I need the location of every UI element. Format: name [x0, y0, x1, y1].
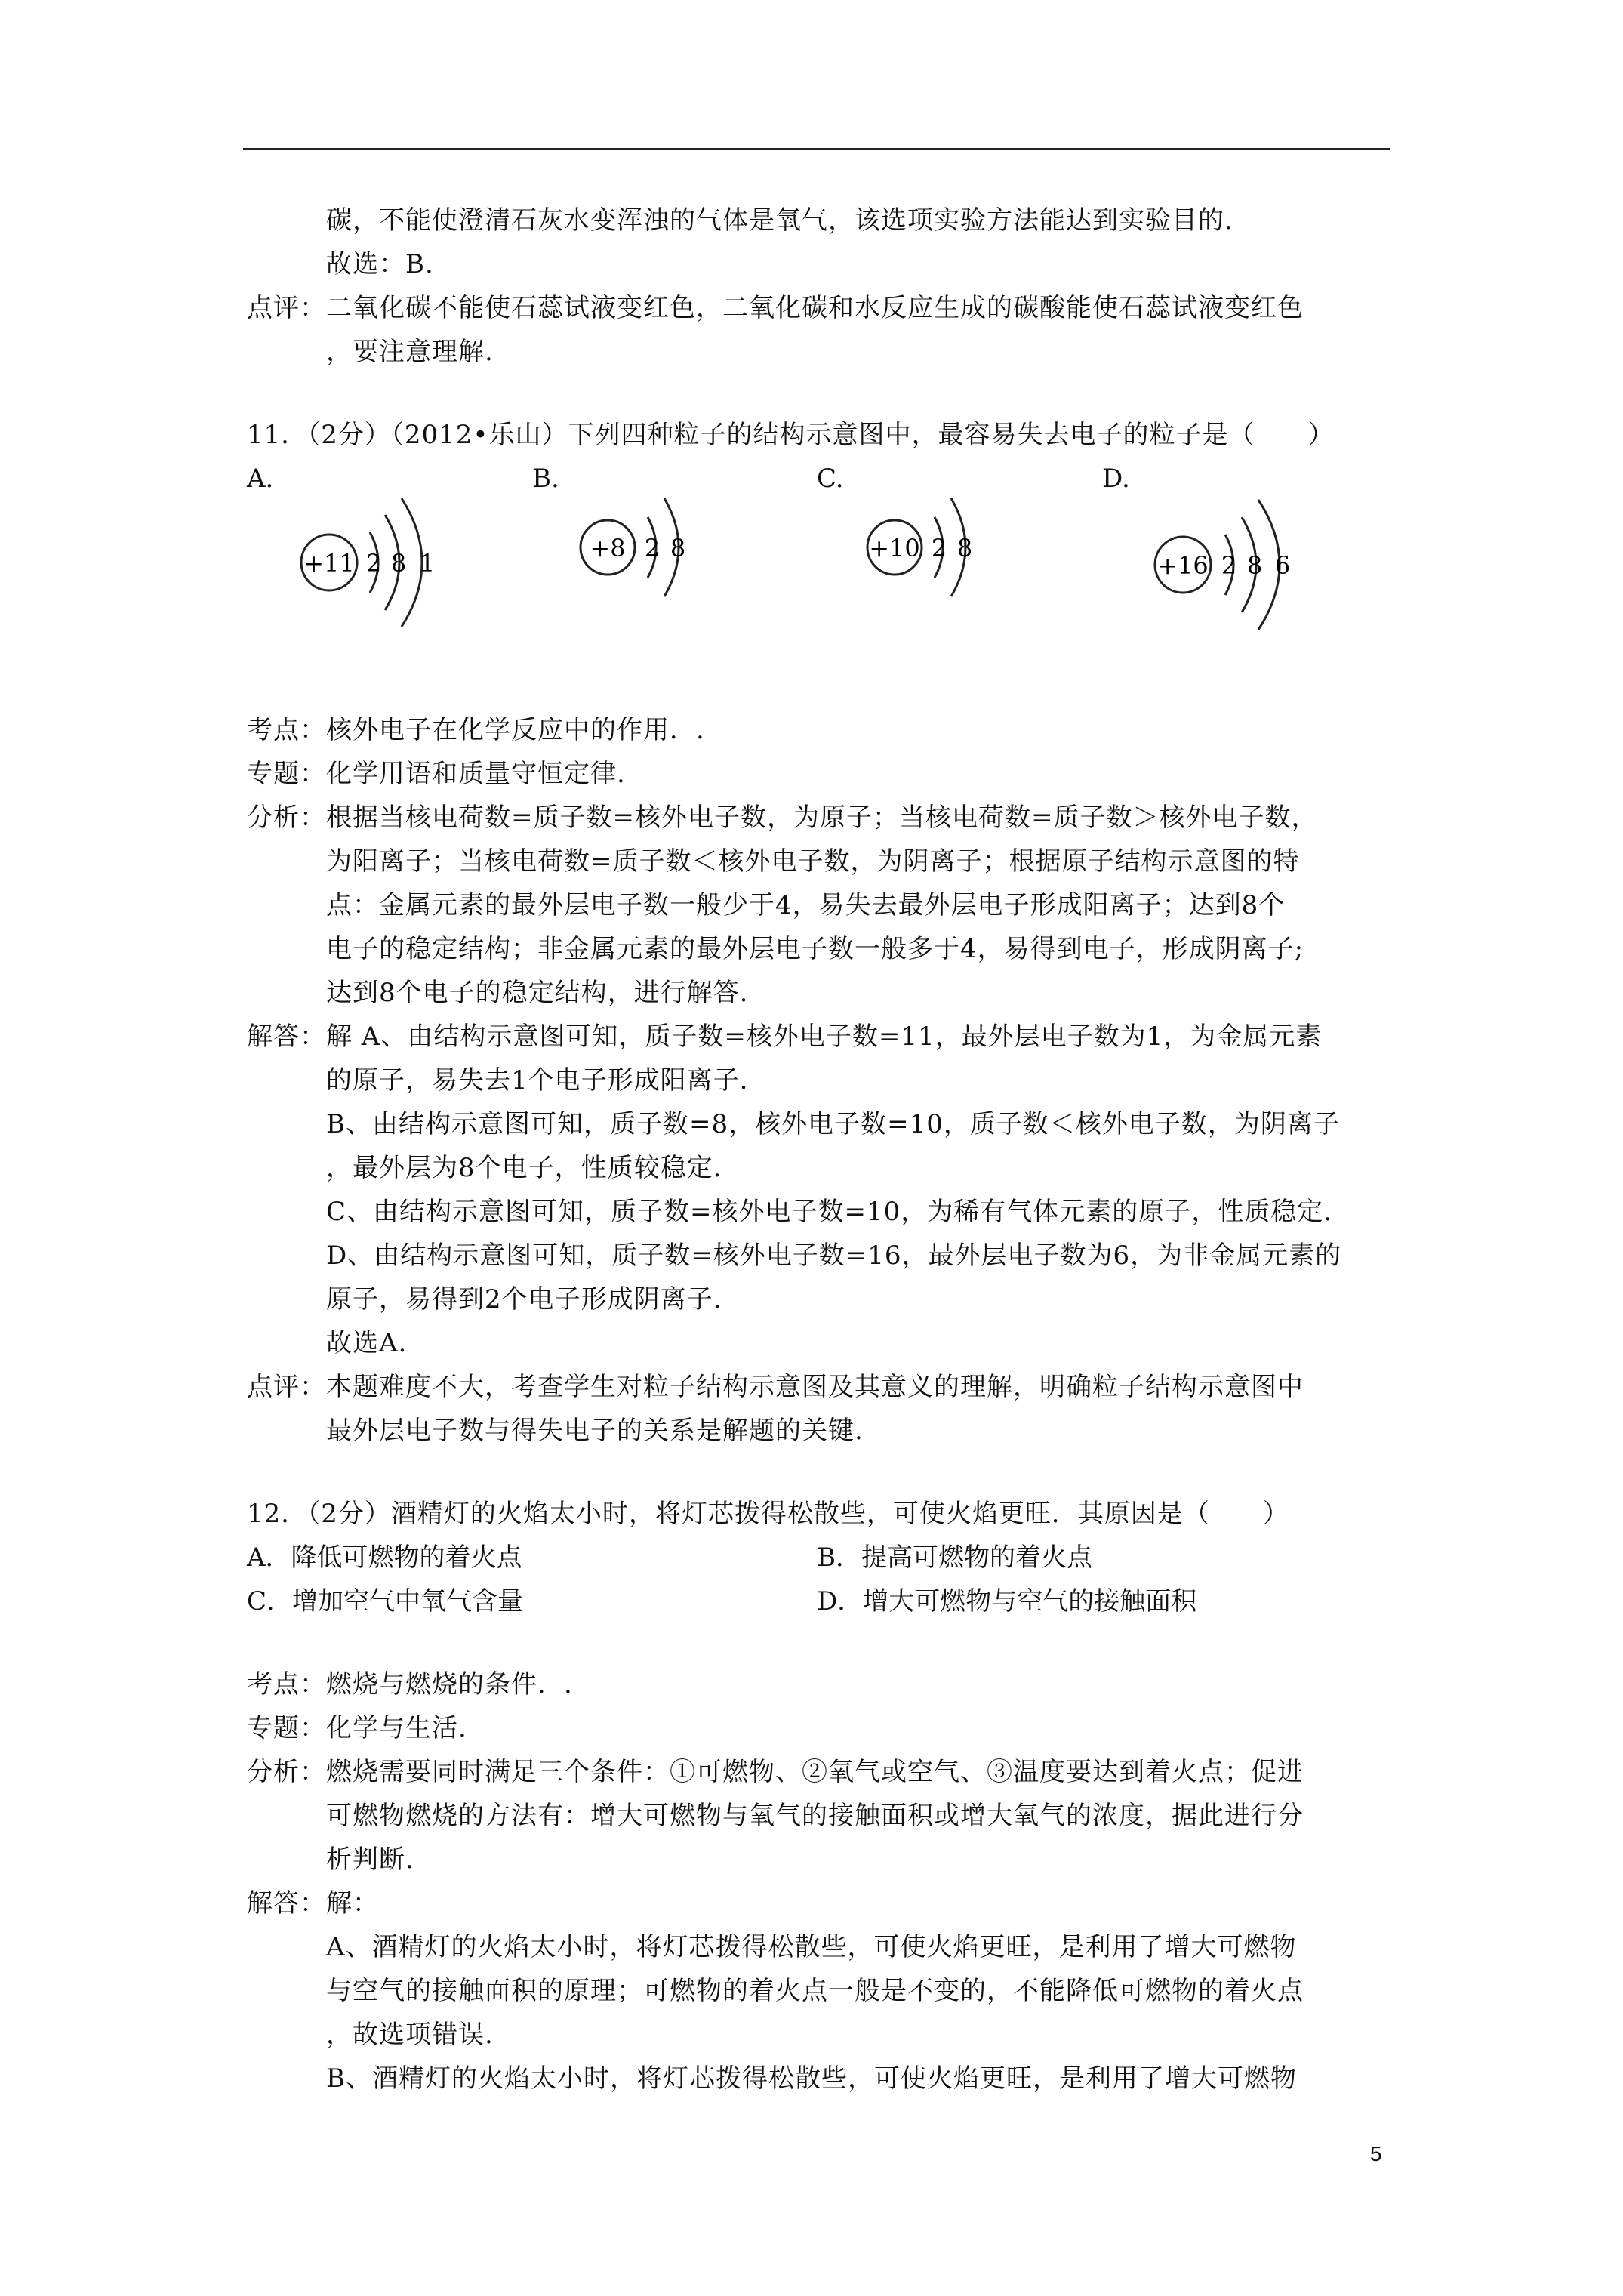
paragraph-line: 本题难度不大，考查学生对粒子结构示意图及其意义的理解，明确粒子结构示意图中	[326, 1372, 1304, 1402]
paragraph-line: 的原子，易失去1个电子形成阳离子.	[326, 1065, 749, 1096]
label-jieda: 解答：	[247, 1022, 326, 1052]
paragraph-line: 为阳离子；当核电荷数=质子数＜核外电子数，为阴离子；根据原子结构示意图的特	[326, 846, 1300, 877]
q11-option-d-label: D.	[1102, 464, 1130, 494]
shell-electrons: 6	[1274, 551, 1291, 580]
paragraph-line: 最外层电子数与得失电子的关系是解题的关键.	[326, 1416, 864, 1446]
label-jieda: 解答：	[247, 1888, 326, 1918]
paragraph-line: 与空气的接触面积的原理；可燃物的着火点一般是不变的，不能降低可燃物的着火点	[326, 1976, 1304, 2006]
paragraph-line: 原子，易得到2个电子形成阴离子.	[326, 1284, 722, 1314]
paragraph-line: ，最外层为8个电子，性质较稳定.	[326, 1153, 722, 1183]
paragraph-line: 燃烧与燃烧的条件．.	[326, 1669, 573, 1700]
shell-electrons: 2	[365, 549, 382, 578]
shell-electrons: 8	[1246, 551, 1263, 580]
label-fenxi: 分析：	[247, 1757, 326, 1787]
shell-electrons: 8	[390, 549, 407, 578]
paragraph-line: 电子的稳定结构；非金属元素的最外层电子数一般多于4，易得到电子，形成阴离子;	[326, 934, 1304, 964]
paragraph-line: 点：金属元素的最外层电子数一般少于4，易失去最外层电子形成阳离子；达到8个	[326, 890, 1286, 920]
q11-option-a-label: A.	[247, 464, 274, 494]
paragraph-line: B、由结构示意图可知，质子数=8，核外电子数=10，质子数＜核外电子数，为阴离子	[326, 1109, 1340, 1139]
question-12-stem: 12．（2分）酒精灯的火焰太小时，将灯芯拨得松散些，可使火焰更旺．其原因是（ ）	[247, 1499, 1289, 1529]
nucleus-charge: +11	[303, 549, 355, 578]
paragraph-line: 根据当核电荷数=质子数=核外电子数，为原子；当核电荷数=质子数＞核外电子数，	[326, 803, 1318, 833]
paragraph-line: D、由结构示意图可知，质子数=核外电子数=16，最外层电子数为6，为非金属元素的	[326, 1240, 1342, 1271]
paragraph-line: ，故选项错误.	[326, 2020, 494, 2050]
nucleus-charge: +16	[1157, 551, 1209, 580]
shell-electrons: 8	[956, 534, 973, 562]
paragraph-line: 燃烧需要同时满足三个条件：①可燃物、②氧气或空气、③温度要达到着火点；促进	[326, 1757, 1304, 1787]
paragraph-line: 故选：B.	[326, 249, 434, 279]
nucleus-charge: +8	[590, 534, 626, 562]
paragraph-line: 可燃物燃烧的方法有：增大可燃物与氧气的接触面积或增大氧气的浓度，据此进行分	[326, 1801, 1304, 1831]
shell-electrons: 2	[644, 534, 661, 562]
atom-diagram-a	[287, 476, 460, 664]
question-11-stem: 11．（2分）（2012•乐山）下列四种粒子的结构示意图中，最容易失去电子的粒子是（ ）	[247, 420, 1335, 450]
paragraph-line: 解：	[326, 1888, 379, 1918]
shell-electrons: 2	[931, 534, 947, 562]
paragraph-line: C、由结构示意图可知，质子数=核外电子数=10，为稀有气体元素的原子，性质稳定.	[326, 1197, 1333, 1227]
label-kaodian: 考点：	[247, 715, 326, 745]
page-number: 5	[1370, 2142, 1382, 2165]
paragraph-line: 化学与生活.	[326, 1713, 467, 1743]
shell-electrons: 2	[1221, 551, 1237, 580]
paragraph-line: 故选A.	[326, 1328, 408, 1358]
shell-electrons: 8	[670, 534, 686, 562]
paragraph-line: B、酒精灯的火焰太小时，将灯芯拨得松散些，可使火焰更旺，是利用了增大可燃物	[326, 2063, 1297, 2094]
q12-option-d: D．增大可燃物与空气的接触面积	[817, 1586, 1197, 1616]
paragraph-line: 化学用语和质量守恒定律.	[326, 759, 626, 789]
header-rule	[243, 148, 1390, 150]
q11-option-b-label: B.	[532, 464, 559, 494]
paragraph-line: ，要注意理解.	[326, 337, 494, 367]
nucleus-charge: +10	[869, 534, 920, 562]
atom-diagram-b	[574, 464, 725, 638]
label-kaodian: 考点：	[247, 1669, 326, 1700]
atom-diagram-d	[1144, 483, 1325, 672]
label-fenxi: 分析：	[247, 803, 326, 833]
q12-option-a: A．降低可燃物的着火点	[247, 1542, 522, 1573]
paragraph-line: 二氧化碳不能使石蕊试液变红色，二氧化碳和水反应生成的碳酸能使石蕊试液变红色	[326, 293, 1304, 323]
label-zhuanti: 专题：	[247, 1713, 326, 1743]
paragraph-line: 解 A、由结构示意图可知，质子数=核外电子数=11，最外层电子数为1，为金属元素	[326, 1022, 1323, 1052]
paragraph-line: 析判断.	[326, 1845, 414, 1875]
paragraph-line: 核外电子在化学反应中的作用．.	[326, 715, 705, 745]
q12-option-c: C．增加空气中氧气含量	[247, 1586, 524, 1616]
q12-option-b: B．提高可燃物的着火点	[817, 1542, 1092, 1573]
label-zhuanti: 专题：	[247, 759, 326, 789]
atom-diagram-c	[861, 464, 1012, 638]
shell-electrons: 1	[419, 549, 436, 578]
label-dianping: 点评：	[247, 293, 326, 323]
paragraph-line: 碳，不能使澄清石灰水变浑浊的气体是氧气，该选项实验方法能达到实验目的.	[326, 205, 1233, 236]
paragraph-line: 达到8个电子的稳定结构，进行解答.	[326, 978, 749, 1008]
paragraph-line: A、酒精灯的火焰太小时，将灯芯拨得松散些，可使火焰更旺，是利用了增大可燃物	[326, 1932, 1297, 1962]
q11-option-c-label: C.	[817, 464, 844, 494]
label-dianping: 点评：	[247, 1372, 326, 1402]
